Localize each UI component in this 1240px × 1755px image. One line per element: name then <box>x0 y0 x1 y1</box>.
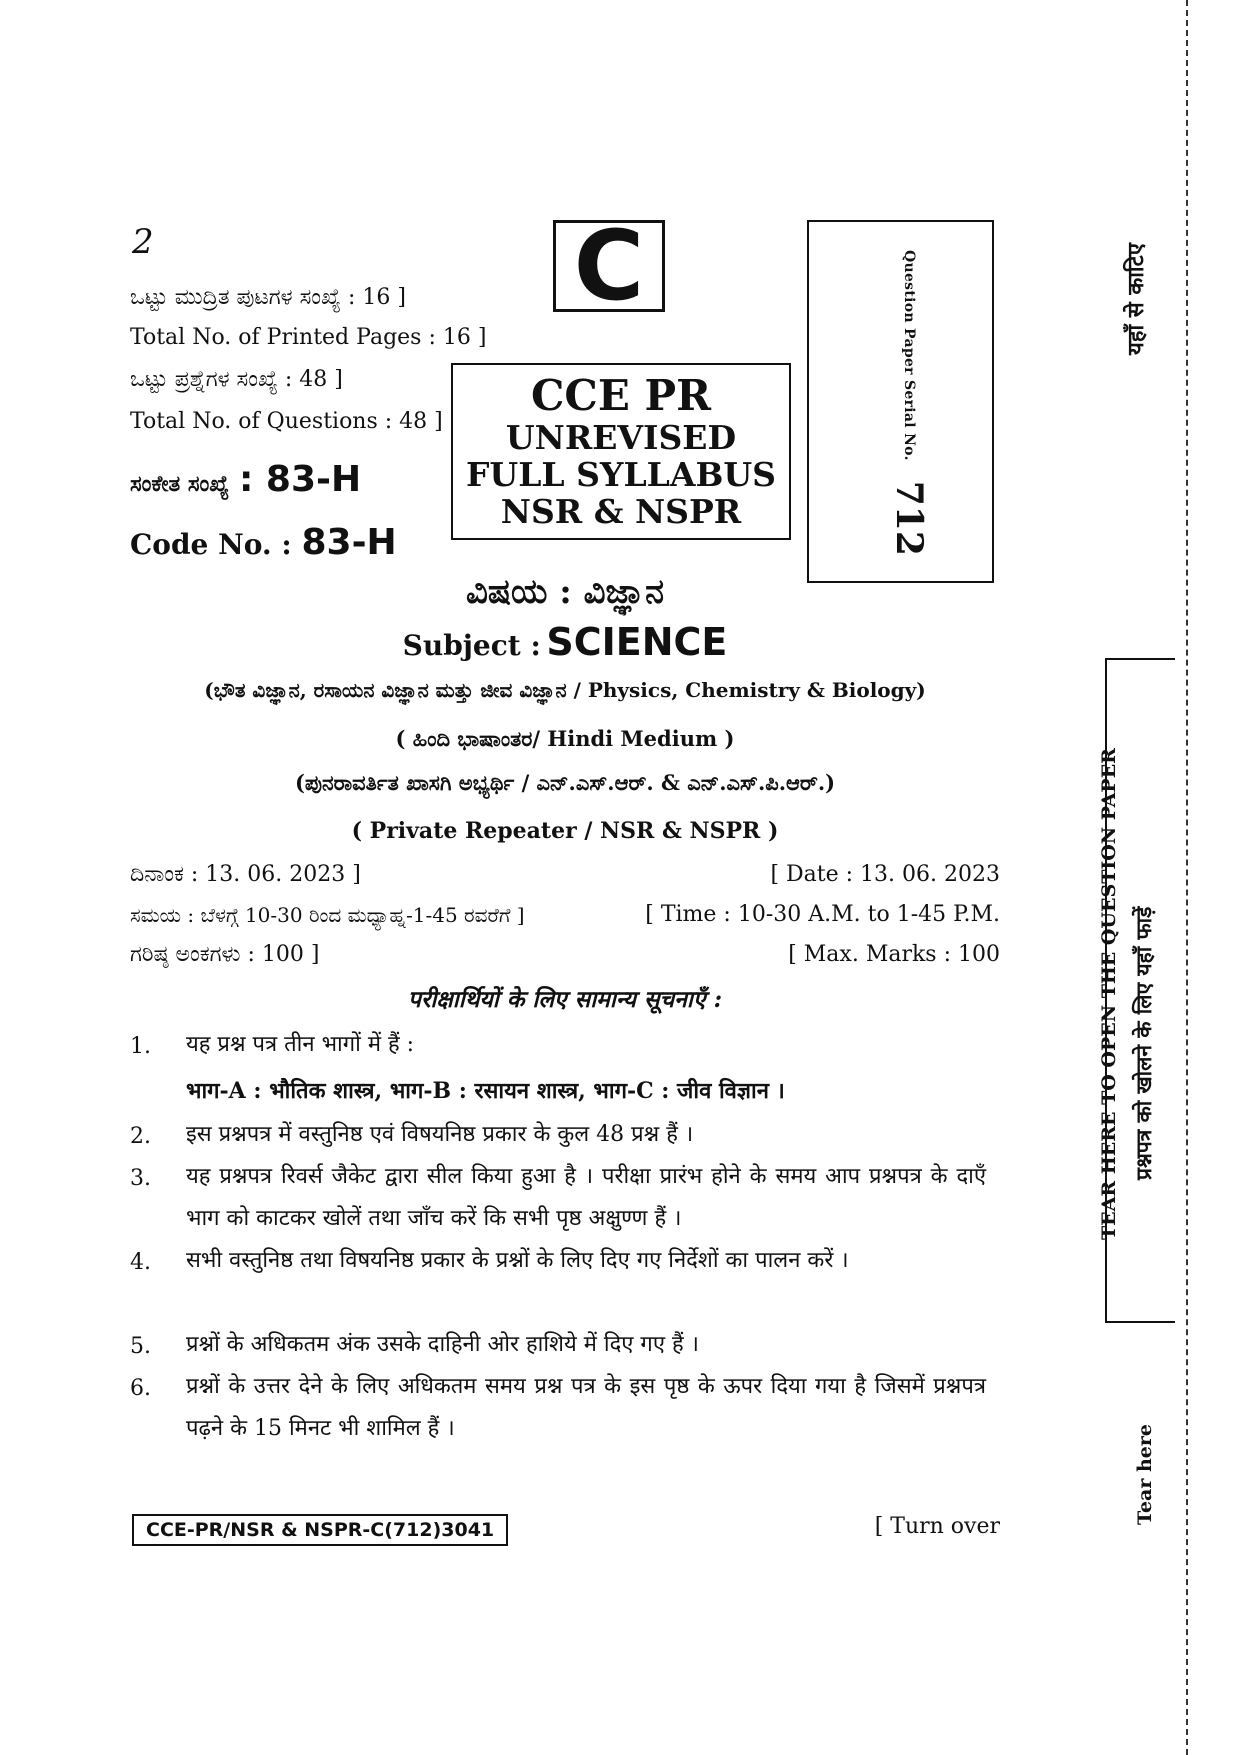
instruction-number: 1. <box>130 1034 151 1059</box>
subject-medium: ( ಹಿಂದಿ ಭಾಷಾಂತರ/ Hindi Medium ) <box>395 726 735 751</box>
serial-value: 712 <box>888 480 930 556</box>
date-english: [ Date : 13. 06. 2023 <box>770 862 1000 887</box>
time-kannada: ಸಮಯ : ಬೆಳಗ್ಗೆ 10-30 ರಿಂದ ಮಧ್ಯಾಹ್ನ-1-45 ರವರೆಗೆ ] <box>130 903 525 927</box>
instruction-number: 2. <box>130 1124 151 1149</box>
footer-paper-code: CCE-PR/NSR & NSPR-C(712)3041 <box>132 1514 508 1546</box>
questions-english: Total No. of Questions : 48 ] <box>130 409 443 434</box>
candidate-type-kannada: (ಪುನರಾವರ್ತಿತ ಖಾಸಗಿ ಅಭ್ಯರ್ಥಿ / ಎನ್.ಎಸ್.ಆರ್. & ಎನ್.ಎಸ್.ಪಿ.ಆರ್.) <box>294 770 836 795</box>
serial-rotated <box>888 250 930 556</box>
instruction-text: सभी वस्तुनिष्ठ तथा विषयनिष्ठ प्रकार के प्रश्नों के लिए दिए गए निर्देशों का पालन करें । <box>186 1248 849 1273</box>
questions-kannada: ಒಟ್ಟು ಪ್ರಶ್ನೆಗಳ ಸಂಖ್ಯೆ : 48 ] <box>130 367 343 392</box>
tear-here-label: Tear here <box>1134 1424 1156 1525</box>
instruction-number: 3. <box>130 1166 151 1191</box>
instruction-text: प्रश्नों के उत्तर देने के लिए अधिकतम समय प्रश्न पत्र के इस पृष्ठ के ऊपर दिया गया है जिसमें प्रश्नपत्र पढ़ने के 15 मिनट भी शामिल हैं । <box>186 1374 986 1441</box>
instruction-text: प्रश्नों के अधिकतम अंक उसके दाहिनी ओर हाशिये में दिए गए हैं । <box>186 1332 699 1357</box>
pages-kannada: ಒಟ್ಟು ಮುದ್ರಿತ ಪುಟಗಳ ಸಂಖ್ಯೆ : 16 ] <box>130 285 406 310</box>
code-english <box>130 523 397 565</box>
serial-label: Question Paper Serial No. <box>901 250 917 461</box>
instruction-number: 6. <box>130 1376 151 1401</box>
instruction-text: इस प्रश्नपत्र में वस्तुनिष्ठ एवं विषयनिष्ठ प्रकार के कुल 48 प्रश्न हैं । <box>186 1122 694 1147</box>
code-label-kannada: ಸಂಕೇತ ಸಂಖ್ಯೆ <box>130 471 230 497</box>
code-value-english: 83-H <box>301 522 397 563</box>
date-kannada: ದಿನಾಂಕ : 13. 06. 2023 ] <box>130 862 361 887</box>
code-value-kannada: : 83-H <box>238 459 362 500</box>
marks-english: [ Max. Marks : 100 <box>788 942 1000 967</box>
instruction-number: 5. <box>130 1334 151 1359</box>
subject-label: Subject : <box>402 629 541 662</box>
pages-english: Total No. of Printed Pages : 16 ] <box>130 325 487 350</box>
title-line-1: CCE PR <box>531 371 711 420</box>
turn-over: [ Turn over <box>874 1514 1000 1539</box>
marks-kannada: ಗರಿಷ್ಠ ಅಂಕಗಳು : 100 ] <box>130 942 320 967</box>
code-value-text: 83-H <box>265 459 362 500</box>
subject-name: SCIENCE <box>546 620 728 664</box>
cut-here-text: यहाँ से काटिए <box>1123 243 1149 355</box>
version-letter-box: C <box>553 220 665 312</box>
instruction-number: 4. <box>130 1250 151 1275</box>
title-line-4: NSR & NSPR <box>500 492 742 531</box>
subject-heading <box>130 620 1000 664</box>
page-number: 2 <box>132 222 154 262</box>
tear-instruction-hindi: प्रश्नपत्र को खोलने के लिए यहाँ फाड़ें <box>1131 906 1156 1180</box>
candidate-type-english: ( Private Repeater / NSR & NSPR ) <box>351 818 779 844</box>
tear-dashed-line <box>1186 0 1188 1755</box>
title-line-2: UNREVISED <box>505 418 737 457</box>
instruction-text: यह प्रश्नपत्र रिवर्स जैकेट द्वारा सील किया हुआ है । परीक्षा प्रारंभ होने के समय आप प्रश्नपत्र के दाएँ भाग को काटकर खोलें तथा जाँच करें कि सभी पृष्ठ अक्षुण्ण हैं । <box>186 1164 986 1231</box>
parts-line: भाग-A : भौतिक शास्त्र, भाग-B : रसायन शास्त्र, भाग-C : जीव विज्ञान । <box>186 1078 785 1104</box>
serial-number-box <box>807 220 994 583</box>
instruction-text: यह प्रश्न पत्र तीन भागों में हैं : <box>186 1032 415 1057</box>
code-kannada <box>130 460 361 504</box>
code-label-english: Code No. : <box>130 528 292 561</box>
tear-instruction-english: TEAR HERE TO OPEN THE QUESTION PAPER <box>1098 748 1120 1240</box>
subject-branches: (ಭೌತ ವಿಜ್ಞಾನ, ರಸಾಯನ ವಿಜ್ಞಾನ ಮತ್ತು ಜೀವ ವಿಜ್ಞಾನ / Physics, Chemistry & Biology) <box>204 678 926 702</box>
subject-kannada: ವಿಷಯ : ವಿಜ್ಞಾನ <box>465 572 665 612</box>
exam-title-box <box>451 363 791 540</box>
time-english: [ Time : 10-30 A.M. to 1-45 P.M. <box>645 902 1000 927</box>
title-line-3: FULL SYLLABUS <box>465 455 776 494</box>
instructions-heading: परीक्षार्थियों के लिए सामान्य सूचनाएँ : <box>407 986 723 1013</box>
